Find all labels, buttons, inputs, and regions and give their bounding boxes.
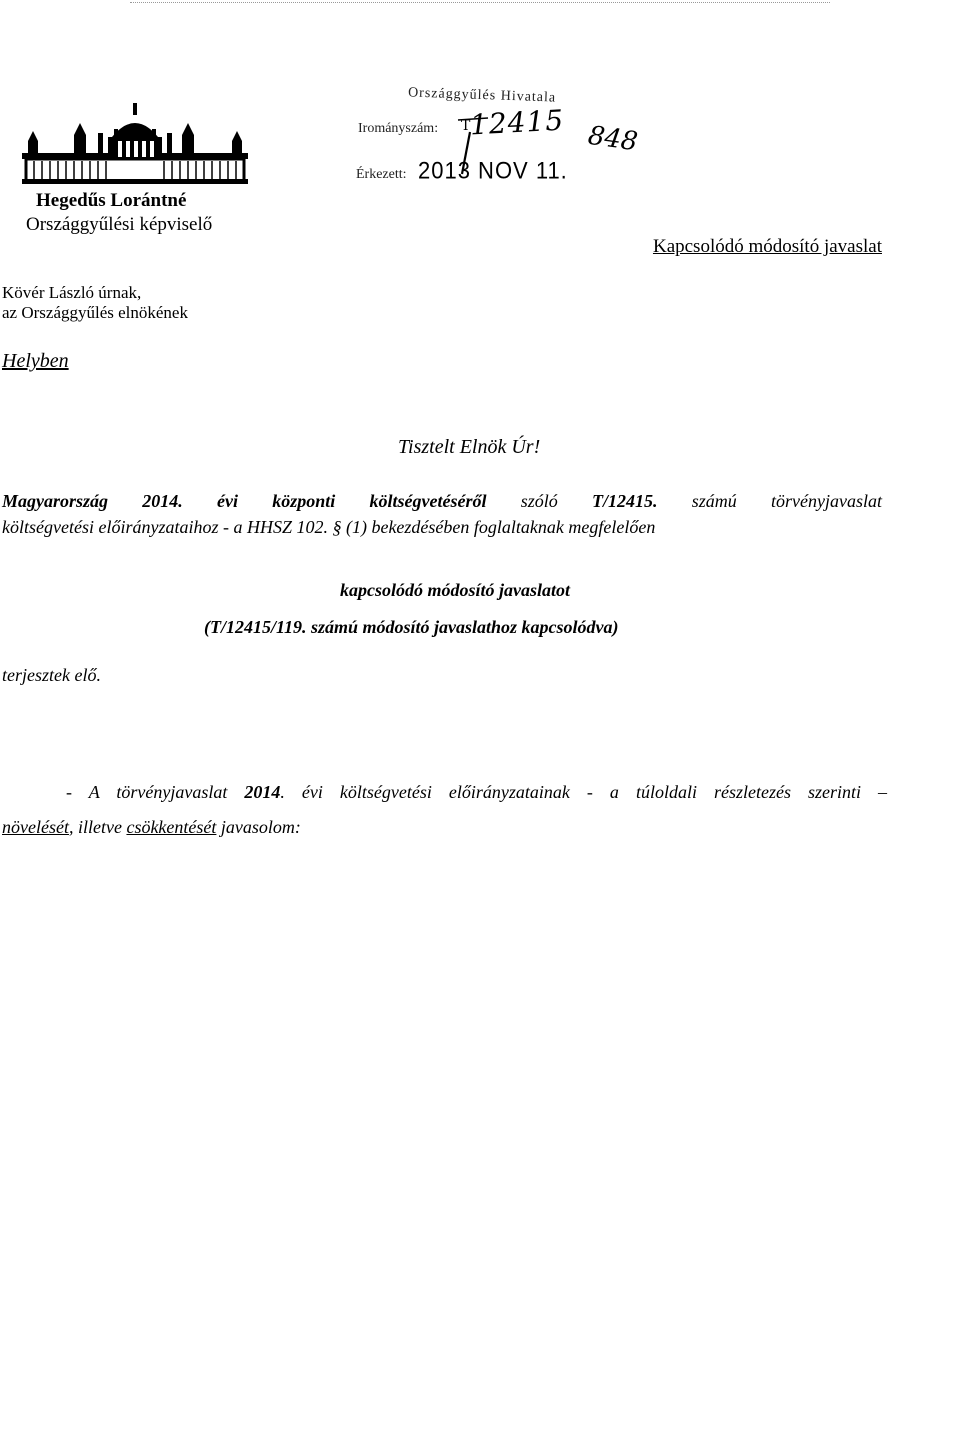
body-text: . évi költségvetési előirányzatainak - a túloldali részletezés szerinti –	[280, 782, 887, 802]
proposal-heading: kapcsolódó módosító javaslatot	[340, 580, 571, 600]
body-text: , illetve	[68, 817, 127, 837]
body-text: javasolom:	[216, 817, 301, 837]
bill-number: T/12415.	[592, 491, 658, 511]
bill-title: Magyarország 2014. évi központi költségvetéséről	[2, 491, 487, 511]
intro-line-1	[2, 488, 882, 514]
intro-text: szóló	[486, 491, 592, 511]
location-text: Helyben	[2, 350, 69, 372]
stamp-received-label: Érkezett:	[356, 167, 407, 182]
body-paragraph	[2, 775, 887, 845]
body-line-1	[2, 775, 887, 810]
body-year: 2014	[244, 782, 281, 802]
sender-name: Hegedűs Lorántné	[36, 190, 187, 211]
salutation: Tisztelt Elnök Úr!	[398, 436, 541, 458]
document-type-title: Kapcsolódó módosító javaslat	[652, 236, 882, 257]
stamp-registration-number: 12415	[469, 103, 565, 142]
stamp-registration-label: Irományszám:	[358, 121, 439, 136]
increase-text: növelését	[2, 817, 69, 837]
intro-line-2: költségvetési előirányzataihoz - a HHSZ 102. § (1) bekezdésében foglaltaknak megfelelően	[2, 517, 656, 537]
scan-edge-line	[130, 2, 830, 3]
stamp-registration-suffix: 848	[586, 120, 640, 158]
intro-paragraph	[2, 488, 882, 540]
stamp-office-text: Országgyűlés Hivatala	[407, 85, 557, 106]
proposal-reference: (T/12415/119. számú módosító javaslathoz kapcsolódva)	[204, 617, 619, 637]
intro-text: számú törvényjavaslat	[657, 491, 882, 511]
stamp-registration-prefix: T	[461, 118, 471, 134]
sender-role: Országgyűlési képviselő	[26, 214, 213, 235]
body-text: - A törvényjavaslat	[66, 782, 245, 802]
stamp-received-date: 2013 NOV 11.	[418, 156, 568, 185]
addressee-line-2: az Országgyűlés elnökének	[2, 303, 188, 322]
addressee-line-1: Kövér László úrnak,	[2, 283, 142, 302]
decrease-text: csökkentését	[126, 817, 217, 837]
body-line-2	[2, 810, 887, 845]
submit-text: terjesztek elő.	[2, 665, 101, 685]
parliament-building-logo	[22, 103, 248, 187]
